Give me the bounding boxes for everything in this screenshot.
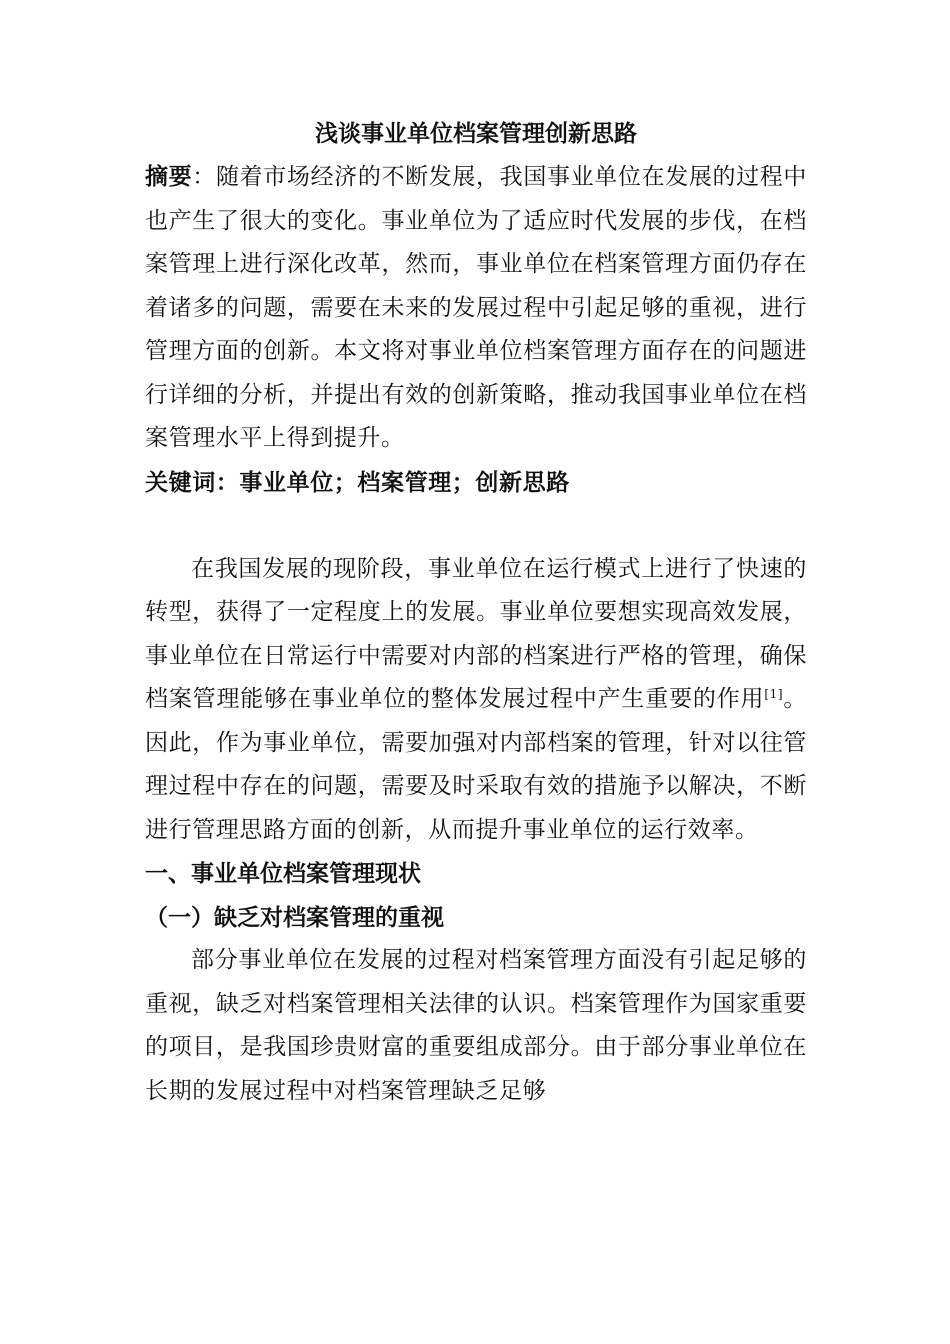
abstract-text: 随着市场经济的不断发展，我国事业单位在发展的过程中也产生了很大的变化。事业单位为了适应时代发展的步伐，在档案管理上进行深化改革，然而，事业单位在档案管理方面仍存在着诸多的问题，需要在未来的发展过程中引起足够的重视，进行管理方面的创新。本文将对事业单位档案管理方面存在的问题进行详细的分析，并提出有效的创新策略，推动我国事业单位在档案管理水平上得到提升。 <box>145 164 808 451</box>
intro-text-part1: 在我国发展的现阶段，事业单位在运行模式上进行了快速的转型，获得了一定程度上的发展。事业单位要想实现高效发展，事业单位在日常运行中需要对内部的档案进行严格的管理，确保档案管理能够在事业单位的整体发展过程中产生重要的作用 <box>145 555 807 712</box>
blank-line <box>145 504 807 548</box>
document-title: 浅谈事业单位档案管理创新思路 <box>315 120 637 147</box>
abstract-paragraph <box>145 155 807 461</box>
abstract-label: 摘要 <box>145 163 193 190</box>
section-1-paragraph: 部分事业单位在发展的过程对档案管理方面没有引起足够的重视，缺乏对档案管理相关法律的认识。档案管理作为国家重要的项目，是我国珍贵财富的重要组成部分。由于部分事业单位在长期的发展过程中对档案管理缺乏足够 <box>145 947 807 1104</box>
subsection-1-heading: （一）缺乏对档案管理的重视 <box>145 903 444 931</box>
intro-text-part2: 。因此，作为事业单位，需要加强对内部档案的管理，针对以往管理过程中存在的问题，需要及时采取有效的措施予以解决，不断进行管理思路方面的创新，从而提升事业单位的运行效率。 <box>145 686 807 843</box>
citation-ref: [1] <box>764 687 784 701</box>
abstract-separator: ： <box>192 164 216 190</box>
section-1-heading: 一、事业单位档案管理现状 <box>145 860 421 887</box>
intro-paragraph <box>145 548 807 853</box>
document-page <box>145 112 807 1113</box>
keywords-line: 关键词：事业单位；档案管理；创新思路 <box>145 468 570 496</box>
